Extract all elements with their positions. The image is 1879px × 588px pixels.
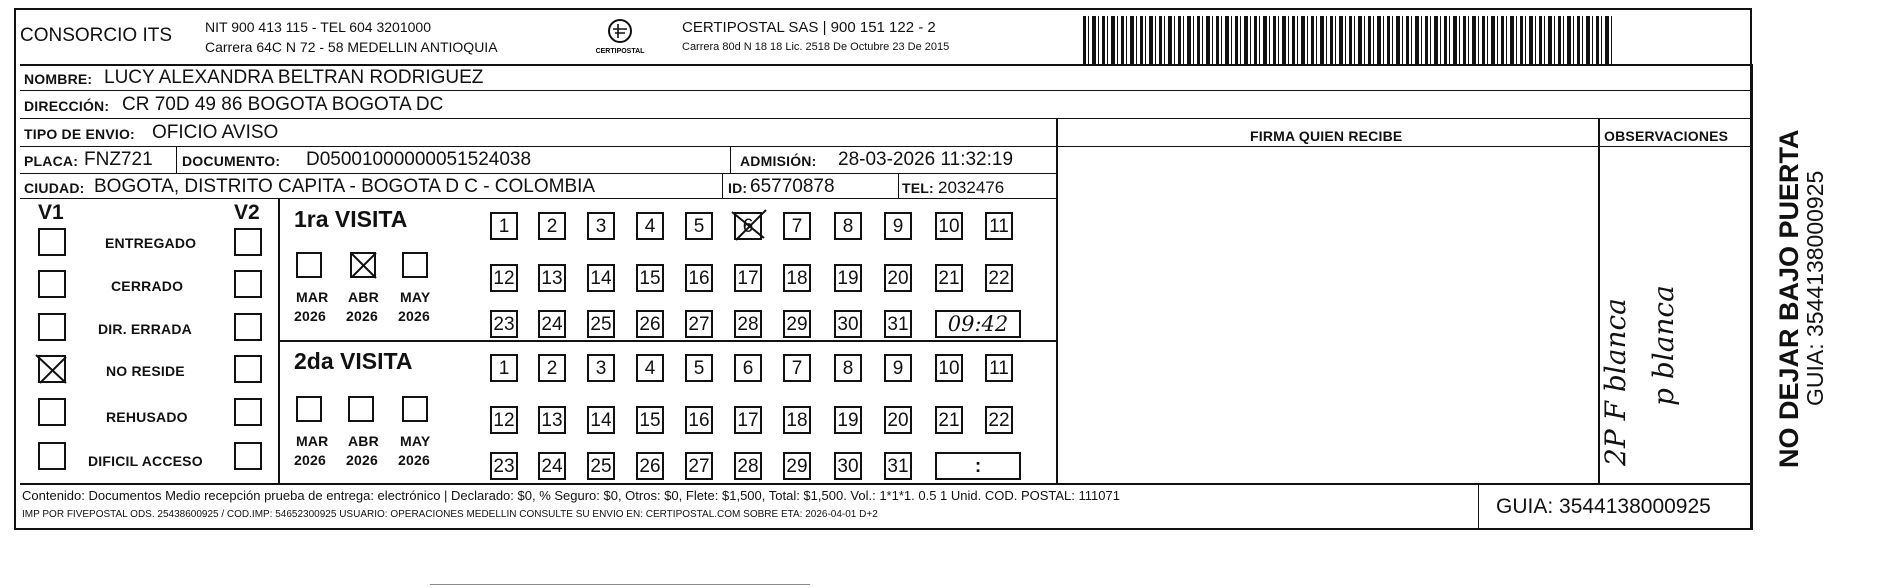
divider	[898, 173, 899, 198]
first-visit-time-box[interactable]: 09:42	[935, 310, 1021, 338]
first-visit-day-24[interactable]: 24	[538, 310, 566, 338]
divider	[20, 118, 1751, 119]
status-dir-errada: DIR. ERRADA	[98, 321, 192, 337]
second-visit-day-30[interactable]: 30	[834, 452, 862, 480]
side-warning: NO DEJAR BAJO PUERTA	[1774, 129, 1804, 468]
first-visit-day-29[interactable]: 29	[783, 310, 811, 338]
nombre-value: LUCY ALEXANDRA BELTRAN RODRIGUEZ	[104, 67, 484, 88]
divider	[20, 90, 1751, 91]
v2-checkbox-entregado[interactable]	[234, 228, 262, 256]
second-visit-time-box[interactable]: :	[935, 452, 1021, 480]
documento-value: D05001000000051524038	[306, 149, 532, 170]
tipo-envio-label: TIPO DE ENVIO:	[24, 126, 135, 142]
first-visit-day-18[interactable]: 18	[783, 264, 811, 292]
second-visit-day-23[interactable]: 23	[490, 452, 518, 480]
first-visit-day-27[interactable]: 27	[685, 310, 713, 338]
second-visit-day-15[interactable]: 15	[636, 406, 664, 434]
second-visit-day-8[interactable]: 8	[834, 354, 862, 382]
placa-value: FNZ721	[84, 149, 153, 170]
second-visit-day-26[interactable]: 26	[636, 452, 664, 480]
first-visit-day-28[interactable]: 28	[734, 310, 762, 338]
second-visit-day-31[interactable]: 31	[884, 452, 912, 480]
admision-value: 28-03-2026 11:32:19	[838, 149, 1014, 170]
first-visit-day-2[interactable]: 2	[538, 212, 566, 240]
second-visit-day-27[interactable]: 27	[685, 452, 713, 480]
v1-checkbox-cerrado[interactable]	[38, 270, 66, 298]
second-visit-day-22[interactable]: 22	[985, 406, 1013, 434]
second-visit-day-11[interactable]: 11	[985, 354, 1013, 382]
second-year-mar: 2026	[294, 452, 326, 468]
id-label: ID:	[728, 180, 748, 196]
second-visit-day-14[interactable]: 14	[587, 406, 615, 434]
first-visit-day-26[interactable]: 26	[636, 310, 664, 338]
divider	[278, 198, 280, 483]
second-month-abr: ABR	[348, 433, 379, 449]
first-month-mar-box[interactable]	[296, 252, 322, 278]
second-visit-day-1[interactable]: 1	[490, 354, 518, 382]
first-visit-day-16[interactable]: 16	[685, 264, 713, 292]
divider	[20, 483, 1751, 485]
check-mark-icon	[348, 250, 378, 280]
second-visit-day-4[interactable]: 4	[636, 354, 664, 382]
first-visit-day-10[interactable]: 10	[935, 212, 963, 240]
second-year-may: 2026	[398, 452, 430, 468]
company-name: CONSORCIO ITS	[20, 25, 173, 46]
tipo-envio-value: OFICIO AVISO	[152, 122, 279, 143]
divider	[1056, 118, 1058, 483]
second-year-abr: 2026	[346, 452, 378, 468]
first-month-may-box[interactable]	[402, 252, 428, 278]
v1-checkbox-dir-errada[interactable]	[38, 313, 66, 341]
ciudad-value: BOGOTA, DISTRITO CAPITA - BOGOTA D C - COLOMBIA	[94, 176, 596, 197]
firma-header: FIRMA QUIEN RECIBE	[1250, 128, 1403, 144]
barcode	[1083, 16, 1613, 64]
first-year-mar: 2026	[294, 308, 326, 324]
svg-text:CERTIPOSTAL: CERTIPOSTAL	[595, 48, 645, 55]
divider	[20, 198, 1056, 199]
documento-label: DOCUMENTO:	[182, 153, 281, 169]
first-visit-day-6[interactable]: 6	[734, 212, 762, 240]
placa-label: PLACA:	[24, 153, 79, 169]
direccion-value: CR 70D 49 86 BOGOTA BOGOTA DC	[122, 94, 444, 115]
first-visit-day-14[interactable]: 14	[587, 264, 615, 292]
first-visit-day-31[interactable]: 31	[884, 310, 912, 338]
v2-checkbox-cerrado[interactable]	[234, 270, 262, 298]
status-no-reside: NO RESIDE	[106, 363, 185, 379]
second-month-mar: MAR	[296, 433, 329, 449]
first-visit-title: 1ra VISITA	[294, 206, 408, 232]
first-visit-day-8[interactable]: 8	[834, 212, 862, 240]
first-visit-day-3[interactable]: 3	[587, 212, 615, 240]
first-month-mar: MAR	[296, 289, 329, 305]
footer-imp: IMP POR FIVEPOSTAL ODS. 25438600925 / COD.IMP: 54652300925 USUARIO: OPERACIONES MEDELLIN CONSULTE SU ENVIO EN: CERTIPOSTAL.COM SOBRE ETA: 2026-04-01 D+2	[22, 509, 878, 520]
handwritten-note-2: p blanca	[1647, 285, 1680, 406]
first-year-abr: 2026	[346, 308, 378, 324]
second-visit-day-21[interactable]: 21	[935, 406, 963, 434]
divider	[1478, 483, 1479, 530]
v2-checkbox-dir-errada[interactable]	[234, 313, 262, 341]
divider	[730, 146, 731, 173]
first-month-abr: ABR	[348, 289, 379, 305]
v1-checkbox-rehusado[interactable]	[38, 398, 66, 426]
company-address: Carrera 64C N 72 - 58 MEDELLIN ANTIOQUIA	[205, 39, 498, 55]
first-visit-day-9[interactable]: 9	[884, 212, 912, 240]
status-rehusado: REHUSADO	[106, 409, 188, 425]
certipostal-logo	[594, 18, 646, 58]
status-dificil-acceso: DIFICIL ACCESO	[88, 453, 203, 469]
v1-checkbox-entregado[interactable]	[38, 228, 66, 256]
first-month-abr-box[interactable]	[350, 252, 376, 278]
tel-value: 2032476	[938, 178, 1005, 197]
v2-checkbox-dificil-acceso[interactable]	[234, 442, 262, 470]
second-visit-day-7[interactable]: 7	[783, 354, 811, 382]
divider	[20, 64, 1751, 66]
second-visit-day-9[interactable]: 9	[884, 354, 912, 382]
company-nit: NIT 900 413 115 - TEL 604 3201000	[205, 19, 431, 35]
first-visit-day-23[interactable]: 23	[490, 310, 518, 338]
second-visit-day-2[interactable]: 2	[538, 354, 566, 382]
first-visit-day-21[interactable]: 21	[935, 264, 963, 292]
v2-checkbox-rehusado[interactable]	[234, 398, 262, 426]
divider	[722, 173, 723, 198]
first-visit-day-1[interactable]: 1	[490, 212, 518, 240]
second-month-abr-box[interactable]	[348, 396, 374, 422]
first-visit-day-12[interactable]: 12	[490, 264, 518, 292]
handwritten-note-1: 2P F blanca	[1599, 298, 1632, 466]
second-visit-day-12[interactable]: 12	[490, 406, 518, 434]
v1-checkbox-no-reside[interactable]	[38, 355, 66, 383]
first-visit-day-13[interactable]: 13	[538, 264, 566, 292]
first-visit-day-7[interactable]: 7	[783, 212, 811, 240]
side-guia: GUIA: 3544138000925	[1802, 170, 1828, 406]
first-visit-day-4[interactable]: 4	[636, 212, 664, 240]
first-visit-day-19[interactable]: 19	[834, 264, 862, 292]
v1-checkbox-dificil-acceso[interactable]	[38, 442, 66, 470]
id-value: 65770878	[750, 176, 835, 197]
ciudad-label: CIUDAD:	[24, 180, 85, 196]
direccion-label: DIRECCIÓN:	[24, 98, 110, 114]
divider	[20, 146, 1751, 147]
observaciones-header: OBSERVACIONES	[1604, 128, 1729, 144]
divider	[20, 173, 1056, 174]
second-visit-day-3[interactable]: 3	[587, 354, 615, 382]
second-month-may: MAY	[400, 433, 431, 449]
first-month-may: MAY	[400, 289, 431, 305]
second-visit-day-24[interactable]: 24	[538, 452, 566, 480]
second-visit-day-29[interactable]: 29	[783, 452, 811, 480]
first-visit-day-11[interactable]: 11	[985, 212, 1013, 240]
v2-checkbox-no-reside[interactable]	[234, 355, 262, 383]
second-visit-day-6[interactable]: 6	[734, 354, 762, 382]
first-visit-day-5[interactable]: 5	[685, 212, 713, 240]
second-month-may-box[interactable]	[402, 396, 428, 422]
tel-label: TEL:	[902, 180, 934, 196]
v1-header: V1	[38, 201, 64, 224]
second-visit-day-16[interactable]: 16	[685, 406, 713, 434]
second-visit-day-28[interactable]: 28	[734, 452, 762, 480]
nombre-label: NOMBRE:	[24, 71, 93, 87]
divider	[1751, 64, 1753, 530]
second-visit-day-19[interactable]: 19	[834, 406, 862, 434]
status-cerrado: CERRADO	[111, 278, 184, 294]
second-visit-day-25[interactable]: 25	[587, 452, 615, 480]
first-visit-day-30[interactable]: 30	[834, 310, 862, 338]
v2-header: V2	[234, 201, 260, 224]
status-entregado: ENTREGADO	[105, 235, 197, 251]
admision-label: ADMISIÓN:	[740, 153, 817, 169]
second-visit-day-20[interactable]: 20	[884, 406, 912, 434]
first-visit-day-22[interactable]: 22	[985, 264, 1013, 292]
second-visit-day-18[interactable]: 18	[783, 406, 811, 434]
check-mark-icon	[730, 208, 770, 242]
check-mark-icon	[32, 351, 72, 387]
second-visit-day-5[interactable]: 5	[685, 354, 713, 382]
first-visit-day-20[interactable]: 20	[884, 264, 912, 292]
second-visit-day-10[interactable]: 10	[935, 354, 963, 382]
divider	[278, 340, 1056, 342]
first-visit-day-25[interactable]: 25	[587, 310, 615, 338]
first-visit-day-15[interactable]: 15	[636, 264, 664, 292]
footer-guia: GUIA: 3544138000925	[1496, 495, 1711, 518]
first-year-may: 2026	[398, 308, 430, 324]
scan-artifact	[430, 584, 810, 585]
carrier-name: CERTIPOSTAL SAS | 900 151 122 - 2	[682, 19, 936, 36]
second-visit-day-13[interactable]: 13	[538, 406, 566, 434]
carrier-license: Carrera 80d N 18 18 Lic. 2518 De Octubre 23 De 2015	[682, 41, 950, 53]
first-visit-day-17[interactable]: 17	[734, 264, 762, 292]
second-visit-day-17[interactable]: 17	[734, 406, 762, 434]
footer-contenido: Contenido: Documentos Medio recepción prueba de entrega: electrónico | Declarado: $0, % Seguro: $0, Otros: $0, Flete: $1,500, Total: $1,500. Vol.: 1*1*1. 0.5 1 Unid. COD. POSTAL: 111071	[22, 488, 1120, 503]
divider	[176, 146, 177, 173]
second-month-mar-box[interactable]	[296, 396, 322, 422]
second-visit-title: 2da VISITA	[294, 348, 413, 374]
